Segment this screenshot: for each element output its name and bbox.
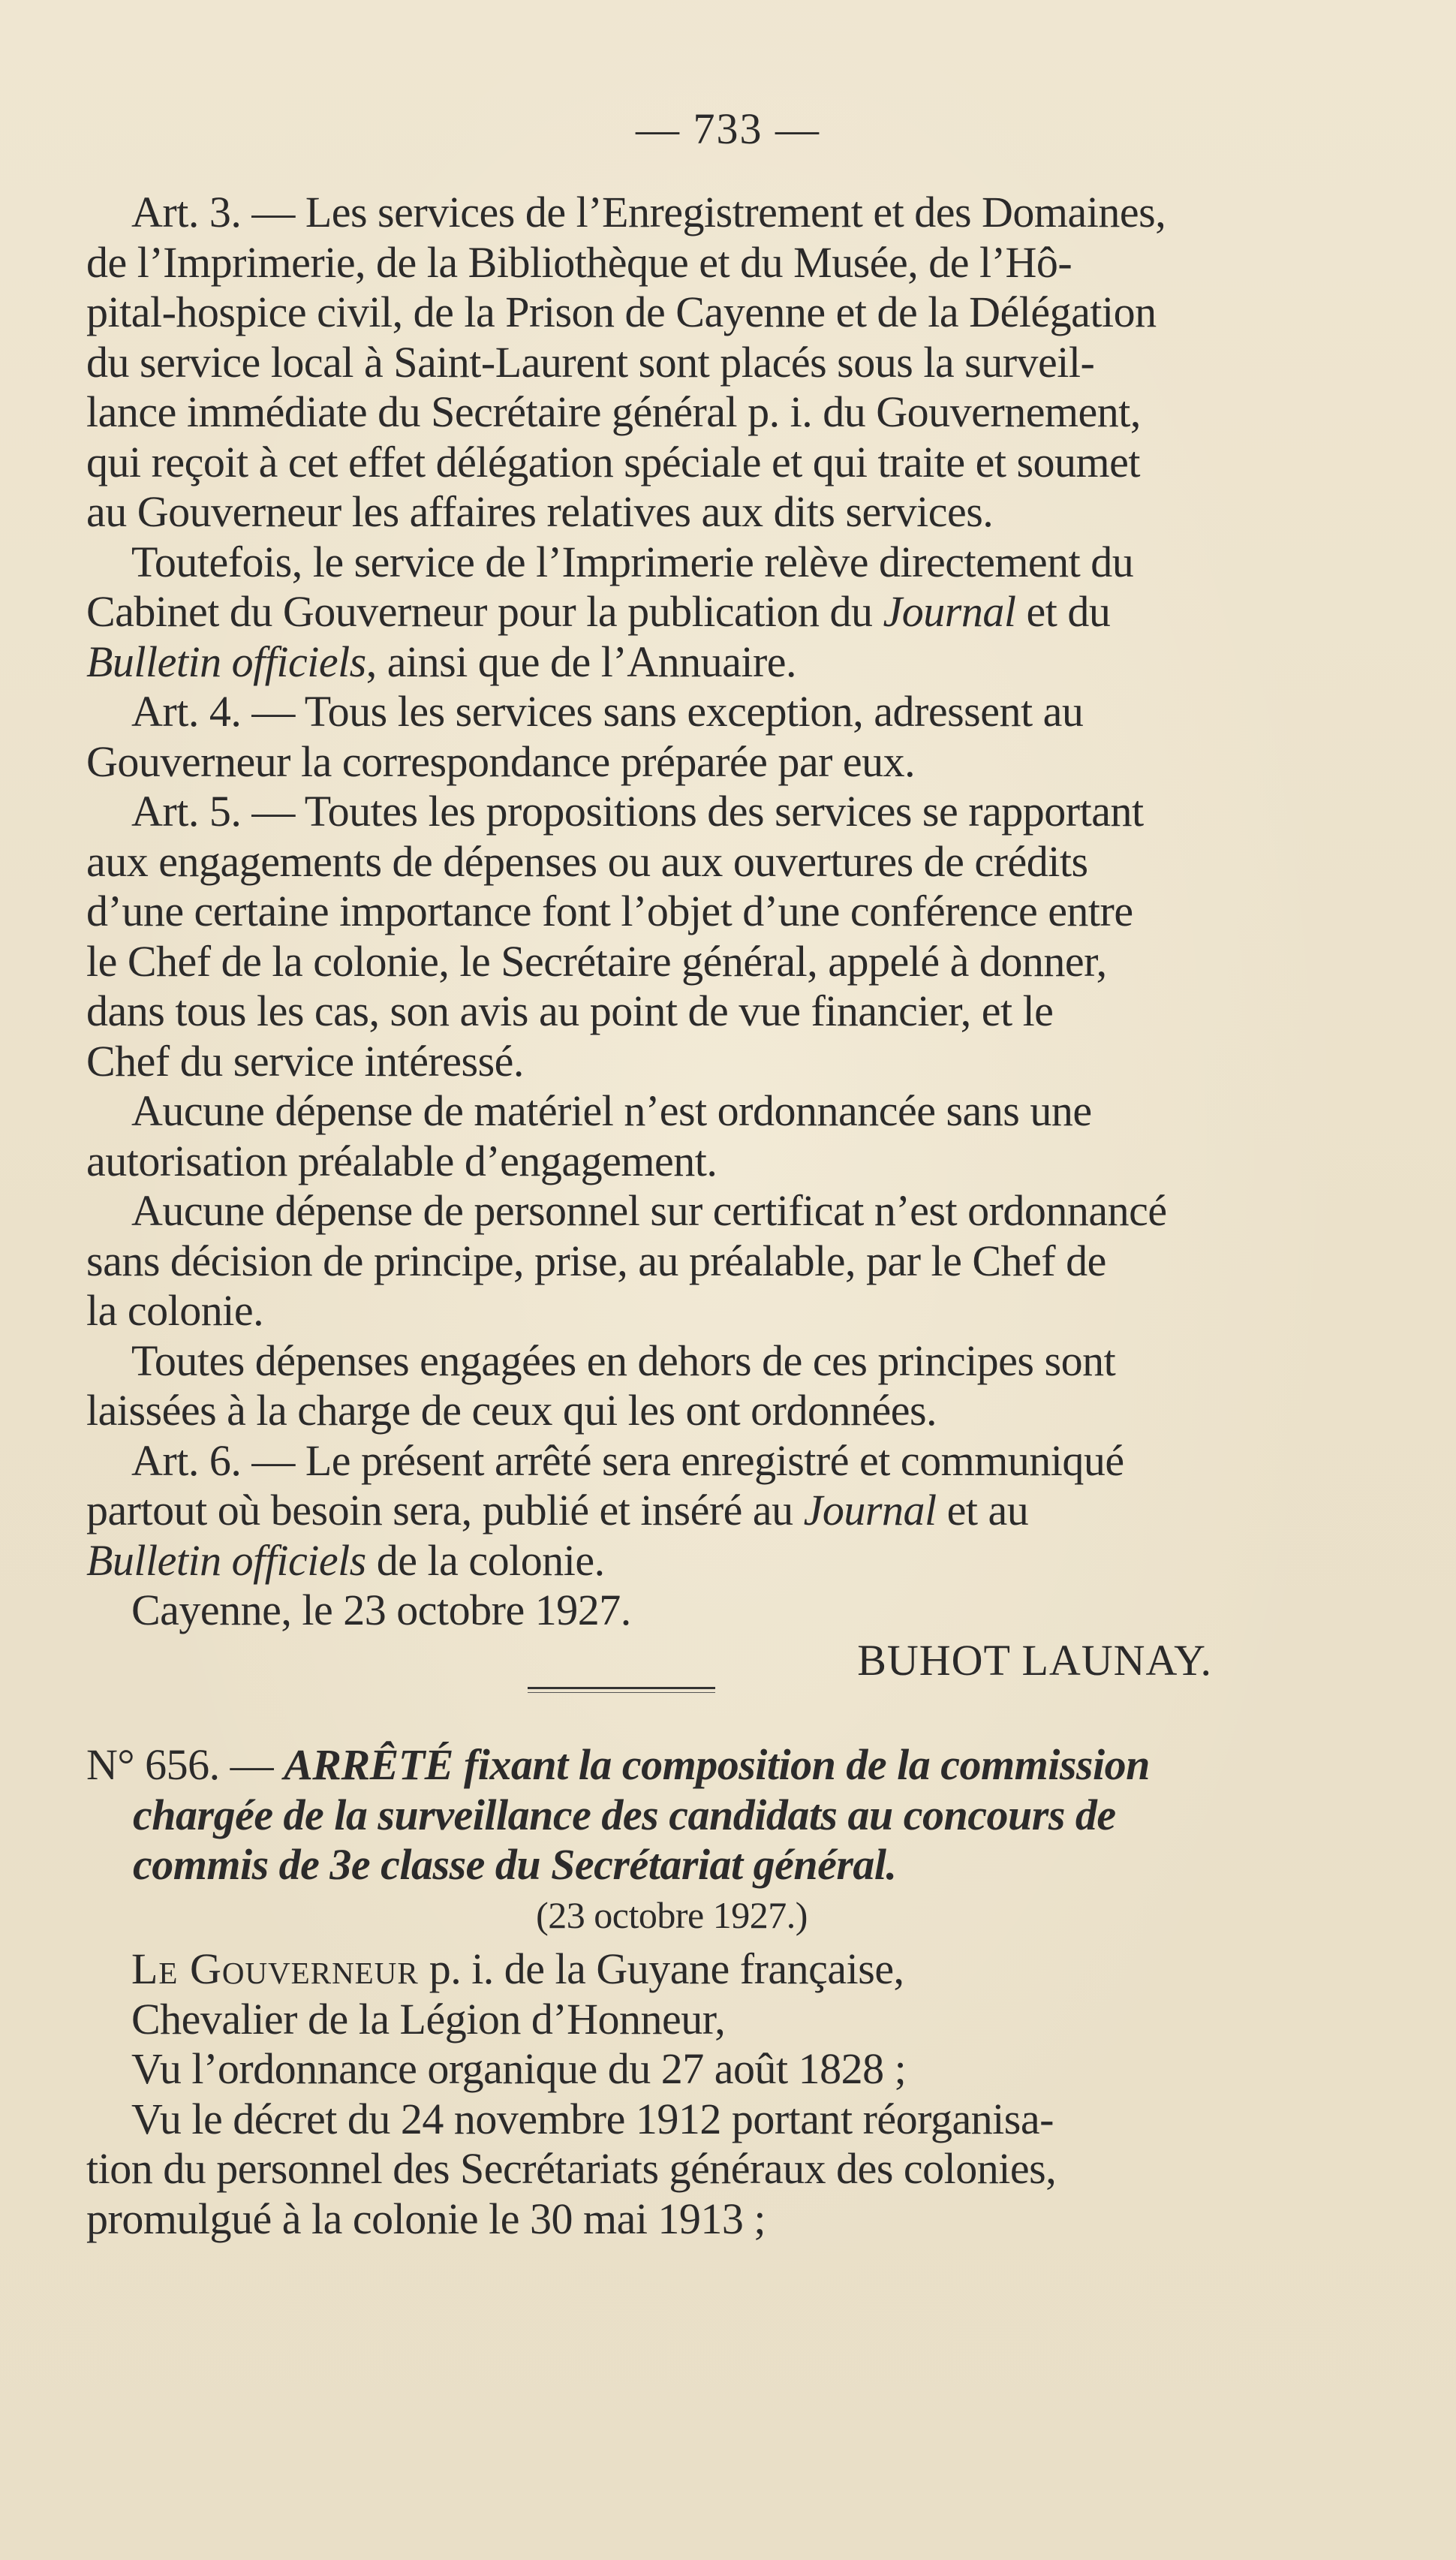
art5-line-1: Art. 5. — Toutes les propositions des services se rapportant	[131, 787, 1144, 836]
art5-line-6: Chef du service intéressé.	[86, 1036, 524, 1086]
materiel-line-1: Aucune dépense de matériel n’est ordonnancée sans une	[131, 1086, 1092, 1135]
preamble-line-1	[86, 1944, 1257, 1995]
toutefois-line-3-b: , ainsi que de l’Annuaire.	[366, 637, 797, 686]
art5-line-3: d’une certaine importance font l’objet d’une conférence entre	[86, 887, 1133, 935]
art5-line-2: aux engagements de dépenses ou aux ouvertures de crédits	[86, 836, 1088, 886]
toutes-paragraph	[86, 1336, 1257, 1436]
article-6	[86, 1436, 1257, 1586]
preamble-line-6: promulgué à la colonie le 30 mai 1913 ;	[86, 2194, 766, 2243]
bulletin-italic-2: Bulletin officiels	[86, 1535, 366, 1585]
decree-date: (23 octobre 1927.)	[536, 1893, 808, 1936]
date-signed: Cayenne, le 23 octobre 1927.	[131, 1586, 631, 1634]
toutefois-paragraph	[86, 538, 1257, 688]
toutefois-line-1: Toutefois, le service de l’Imprimerie relève directement du	[131, 537, 1134, 586]
toutes-line-1: Toutes dépenses engagées en dehors de ces principes sont	[131, 1336, 1116, 1385]
journal-italic: Journal	[883, 587, 1016, 636]
bulletin-italic: Bulletin officiels	[86, 637, 366, 686]
materiel-line-2: autorisation préalable d’engagement.	[86, 1136, 717, 1185]
art3-line-1: Art. 3. — Les services de l’Enregistrement et des Domaines,	[131, 188, 1166, 236]
personnel-line-1: Aucune dépense de personnel sur certificat n’est ordonnancé	[131, 1186, 1167, 1235]
art3-line-5: lance immédiate du Secrétaire général p. i. du Gouvernement,	[86, 387, 1141, 436]
text-block-bottom	[86, 1740, 1257, 2244]
art5-line-5: dans tous les cas, son avis au point de vue financier, et le	[86, 986, 1054, 1035]
toutefois-line-3	[86, 637, 1257, 688]
art6-line-1: Art. 6. — Le présent arrêté sera enregistré et communiqué	[131, 1435, 1124, 1485]
page-number: — 733 —	[636, 104, 820, 153]
decree-number: N° 656. —	[86, 1740, 284, 1789]
art6-line-2-a: partout où besoin sera, publié et inséré au	[86, 1486, 804, 1534]
decree-title: ARRÊTÉ fixant la composition de la commission	[284, 1740, 1150, 1789]
preamble-line-1-b: p. i. de la Guyane française,	[418, 1944, 904, 1993]
art3-line-4: du service local à Saint-Laurent sont placés sous la surveil-	[86, 337, 1095, 387]
gouverneur-title: Le Gouverneur	[131, 1944, 419, 1993]
preamble	[86, 1944, 1257, 2244]
preamble-line-2: Chevalier de la Légion d’Honneur,	[131, 1994, 726, 2043]
art4-line-1: Art. 4. — Tous les services sans exception, adressent au	[131, 687, 1084, 736]
art4-line-2: Gouverneur la correspondance préparée par eux.	[86, 736, 916, 786]
toutefois-line-2-a: Cabinet du Gouverneur pour la publication du	[86, 587, 883, 636]
heading-line-1	[86, 1740, 1257, 1790]
art6-line-3	[86, 1536, 1257, 1586]
toutefois-line-2-c: et du	[1015, 587, 1111, 636]
art3-line-7: au Gouverneur les affaires relatives aux dits services.	[86, 487, 994, 536]
journal-italic-2: Journal	[803, 1486, 937, 1534]
heading-line-2: chargée de la surveillance des candidats au concours de	[133, 1790, 1116, 1839]
personnel-line-3: la colonie.	[86, 1286, 264, 1335]
decree-heading	[86, 1740, 1257, 1940]
art3-line-6: qui reçoit à cet effet délégation spéciale et qui traite et soumet	[86, 437, 1141, 486]
section-divider	[528, 1687, 715, 1689]
personnel-paragraph	[86, 1186, 1257, 1336]
art6-line-3-b: de la colonie.	[366, 1535, 605, 1585]
art6-line-2	[86, 1486, 1257, 1536]
heading-line-3: commis de 3e classe du Secrétariat général.	[133, 1840, 897, 1889]
toutefois-line-2	[86, 587, 1257, 637]
art3-line-3: pital-hospice civil, de la Prison de Cayenne et de la Délégation	[86, 288, 1157, 336]
toutes-line-2: laissées à la charge de ceux qui les ont ordonnées.	[86, 1386, 937, 1435]
preamble-line-3: Vu l’ordonnance organique du 27 août 1828 ;	[131, 2044, 907, 2093]
personnel-line-2: sans décision de principe, prise, au préalable, par le Chef de	[86, 1236, 1106, 1285]
preamble-line-4: Vu le décret du 24 novembre 1912 portant réorganisa-	[131, 2094, 1054, 2143]
article-4	[86, 687, 1257, 787]
signature: BUHOT LAUNAY.	[857, 1635, 1212, 1685]
art5-line-4: le Chef de la colonie, le Secrétaire général, appelé à donner,	[86, 936, 1107, 986]
preamble-line-5: tion du personnel des Secrétariats généraux des colonies,	[86, 2144, 1057, 2193]
article-5	[86, 787, 1257, 1086]
text-block-top	[86, 188, 1257, 1685]
article-3	[86, 188, 1257, 538]
art3-line-2: de l’Imprimerie, de la Bibliothèque et du Musée, de l’Hô-	[86, 237, 1072, 287]
art6-line-2-c: et au	[936, 1486, 1029, 1534]
materiel-paragraph	[86, 1086, 1257, 1186]
